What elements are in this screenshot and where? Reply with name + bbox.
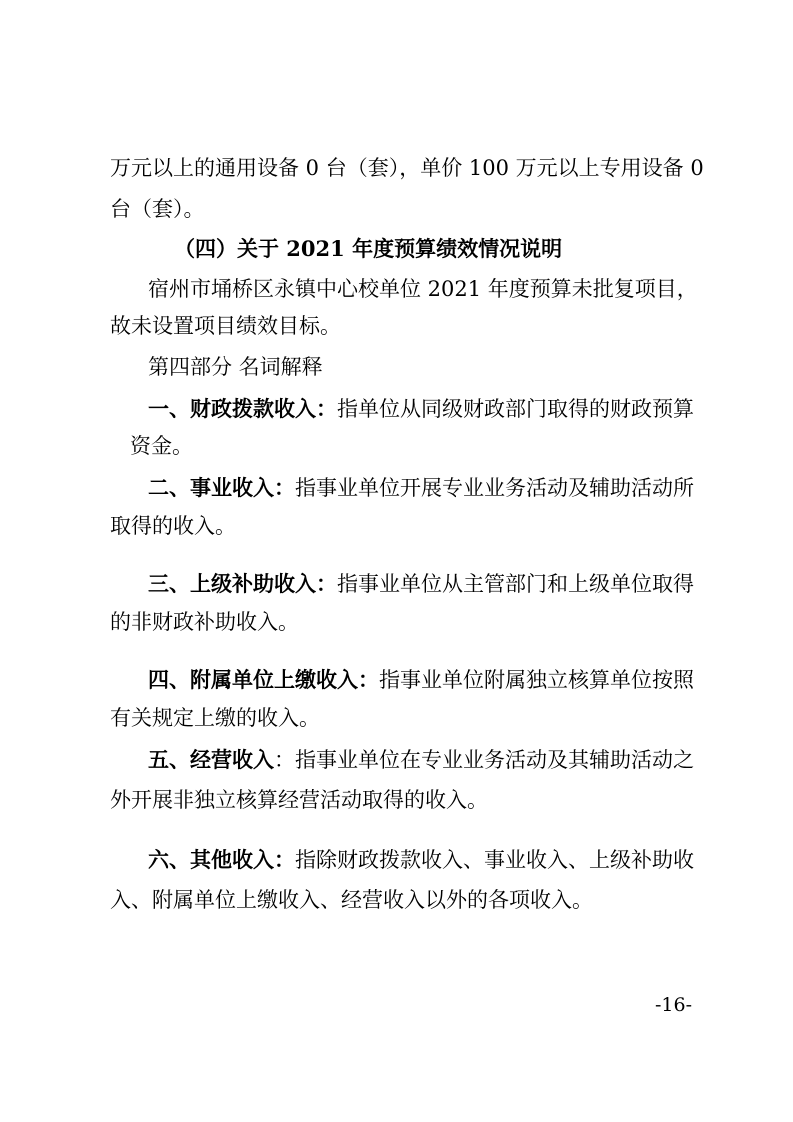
term-name: 六、其他收入：: [148, 847, 295, 872]
term-line-2: 入、附属单位上缴收入、经营收入以外的各项收入。: [110, 888, 593, 912]
intro-line-1: 万元以上的通用设备 0 台（套），单价 100 万元以上专用设备 0: [110, 156, 704, 180]
term-name: 五、经营收入: [148, 747, 274, 772]
term-line-2: 外开展非独立核算经营活动取得的收入。: [110, 788, 488, 812]
term-line-1: [148, 846, 694, 874]
intro-line-2: 台（套）。: [110, 197, 205, 221]
performance-line-1: 宿州市埇桥区永镇中心校单位 2021 年度预算未批复项目，: [148, 277, 698, 301]
part-title: 第四部分 名词解释: [148, 355, 323, 379]
term-definition: 指单位从同级财政部门取得的财政预算: [337, 397, 694, 421]
term-line-1: [148, 474, 694, 502]
term-name: 二、事业收入：: [148, 475, 295, 500]
performance-line-2: 故未设置项目绩效目标。: [110, 314, 341, 338]
term-line-1: [148, 746, 694, 774]
term-line-2: 的非财政补助收入。: [110, 610, 299, 634]
performance-heading: （四）关于 2021 年度预算绩效情况说明: [174, 236, 563, 261]
term-line-2: 取得的收入。: [110, 514, 236, 538]
term-name: 三、上级补助收入：: [148, 571, 337, 596]
term-name: 四、附属单位上缴收入：: [148, 667, 379, 692]
term-line-1: [148, 395, 694, 423]
term-definition: 指事业单位开展专业业务活动及辅助活动所: [295, 476, 694, 500]
term-name: 一、财政拨款收入：: [148, 396, 337, 421]
term-line-1: [148, 666, 694, 694]
term-line-2: 有关规定上缴的收入。: [110, 706, 320, 730]
page-number: -16-: [654, 994, 692, 1016]
term-line-1: [148, 570, 694, 598]
term-definition: 指除财政拨款收入、事业收入、上级补助收: [295, 848, 694, 872]
term-definition: 指事业单位在专业业务活动及其辅助活动之: [295, 748, 694, 772]
term-line-2: 资金。: [130, 434, 193, 458]
term-definition: 指事业单位附属独立核算单位按照: [379, 668, 694, 692]
term-colon: ：: [274, 748, 295, 772]
term-definition: 指事业单位从主管部门和上级单位取得: [337, 572, 694, 596]
